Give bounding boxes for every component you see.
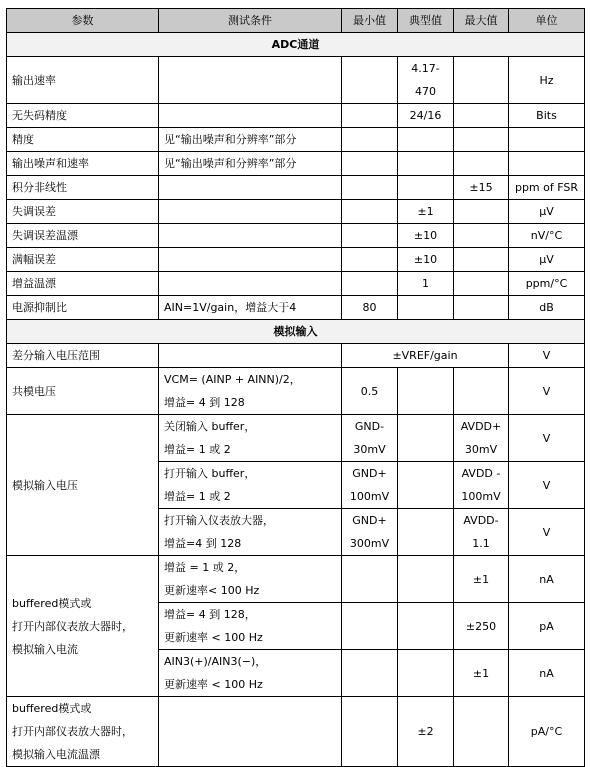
max-cell <box>454 462 509 509</box>
max-cell <box>454 509 509 556</box>
cond-cell <box>159 556 342 603</box>
cond-cell <box>159 603 342 650</box>
unit-cell: V <box>509 368 585 415</box>
max-cell: ±250 <box>454 603 509 650</box>
typ-cell <box>398 296 454 320</box>
header-min: 最小值 <box>342 9 398 33</box>
cond-cell: 见“输出噪声和分辨率”部分 <box>159 128 342 152</box>
max-cell <box>454 128 509 152</box>
min-cell <box>342 176 398 200</box>
unit-cell: pA <box>509 603 585 650</box>
cond-cell <box>159 344 342 368</box>
unit-cell: V <box>509 509 585 556</box>
min-line: 300mV <box>349 537 390 550</box>
min-cell <box>342 152 398 176</box>
typ-cell: ±1 <box>398 200 454 224</box>
section-row <box>7 320 585 344</box>
min-cell <box>342 697 398 767</box>
cond-line: 增益= 4 到 128， <box>164 608 256 621</box>
param-cell <box>7 697 159 767</box>
max-cell: ±1 <box>454 650 509 697</box>
typ-cell <box>398 556 454 603</box>
header-row <box>7 9 585 33</box>
table-row <box>7 368 585 415</box>
table-row <box>7 556 585 603</box>
param-cell: 电源抑制比 <box>7 296 159 320</box>
table-row <box>7 296 585 320</box>
max-line: AVDD+ <box>460 420 502 433</box>
cond-cell <box>159 176 342 200</box>
unit-cell: dB <box>509 296 585 320</box>
param-line: buffered模式或 <box>12 702 92 715</box>
unit-cell: nV/°C <box>509 224 585 248</box>
unit-cell: ppm of FSR <box>509 176 585 200</box>
cond-cell <box>159 415 342 462</box>
typ-cell <box>398 176 454 200</box>
min-cell <box>342 104 398 128</box>
unit-cell: Hz <box>509 57 585 104</box>
header-typ: 典型值 <box>398 9 454 33</box>
param-cell: 输出噪声和速率 <box>7 152 159 176</box>
param-cell: 模拟输入电压 <box>7 415 159 556</box>
cond-line: 增益 = 1 或 2， <box>164 561 246 574</box>
typ-cell <box>398 509 454 556</box>
param-cell: 精度 <box>7 128 159 152</box>
param-line: 打开内部仪表放大器时， <box>12 619 133 633</box>
param-line: 打开内部仪表放大器时， <box>12 725 133 738</box>
max-line: 1.1 <box>472 537 490 550</box>
typ-cell: ±10 <box>398 248 454 272</box>
typ-cell: ±10 <box>398 224 454 248</box>
max-cell <box>454 415 509 462</box>
min-cell <box>342 556 398 603</box>
section-row <box>7 33 585 57</box>
cond-cell <box>159 200 342 224</box>
param-line: buffered模式或 <box>12 596 92 610</box>
typ-cell <box>398 650 454 697</box>
unit-cell: nA <box>509 650 585 697</box>
table-row <box>7 344 585 368</box>
cond-line: 打开输入仪表放大器， <box>164 514 274 527</box>
unit-cell: ppm/°C <box>509 272 585 296</box>
max-cell <box>454 200 509 224</box>
param-cell: 失调误差温漂 <box>7 224 159 248</box>
unit-cell: V <box>509 462 585 509</box>
cond-line: 打开输入 buffer， <box>164 467 256 480</box>
cond-cell <box>159 248 342 272</box>
max-line: 100mV <box>461 490 501 503</box>
cond-line: 更新速率 < 100 Hz <box>164 678 263 691</box>
param-cell: 失调误差 <box>7 200 159 224</box>
unit-cell: Bits <box>509 104 585 128</box>
unit-cell: nA <box>509 556 585 603</box>
table-row <box>7 152 585 176</box>
cond-line: 增益=4 到 128 <box>164 537 242 550</box>
spec-table <box>6 8 585 767</box>
max-cell <box>454 57 509 104</box>
min-cell: 80 <box>342 296 398 320</box>
table-row <box>7 57 585 104</box>
min-cell <box>342 462 398 509</box>
min-cell <box>342 509 398 556</box>
cond-cell <box>159 272 342 296</box>
cond-cell: 见“输出噪声和分辨率”部分 <box>159 152 342 176</box>
min-line: GND+ <box>352 514 387 527</box>
param-line: 模拟输入电流温漂 <box>12 748 100 761</box>
cond-line: 更新速率 < 100 Hz <box>164 631 263 644</box>
cond-cell <box>159 650 342 697</box>
table-row <box>7 176 585 200</box>
max-cell <box>454 272 509 296</box>
max-cell <box>454 152 509 176</box>
cond-cell <box>159 462 342 509</box>
typ-cell <box>398 603 454 650</box>
unit-cell: pA/°C <box>509 697 585 767</box>
typ-cell <box>398 415 454 462</box>
table-row <box>7 200 585 224</box>
min-line: 100mV <box>349 490 390 503</box>
header-param: 参数 <box>7 9 159 33</box>
min-cell <box>342 57 398 104</box>
max-cell <box>454 248 509 272</box>
param-cell: 增益温漂 <box>7 272 159 296</box>
typ-cell: 24/16 <box>398 104 454 128</box>
param-cell: 差分输入电压范围 <box>7 344 159 368</box>
table-row <box>7 415 585 462</box>
cond-line: AIN3(+)/AIN3(−)， <box>164 655 267 668</box>
cond-cell <box>159 104 342 128</box>
unit-cell <box>509 128 585 152</box>
typ-cell: ±2 <box>398 697 454 767</box>
param-cell <box>7 556 159 697</box>
max-cell <box>454 296 509 320</box>
typ-cell: 4.17-470 <box>398 57 454 104</box>
unit-cell: μV <box>509 200 585 224</box>
typ-cell: ±VREF/gain <box>342 344 509 368</box>
cond-line: VCM= (AINP + AINN)/2， <box>164 373 301 386</box>
cond-line: 增益= 4 到 128 <box>164 396 245 409</box>
max-cell <box>454 697 509 767</box>
min-cell <box>342 248 398 272</box>
min-cell <box>342 415 398 462</box>
min-cell <box>342 650 398 697</box>
table-row <box>7 697 585 767</box>
table-row <box>7 128 585 152</box>
table-row <box>7 272 585 296</box>
min-cell <box>342 200 398 224</box>
unit-cell: μV <box>509 248 585 272</box>
max-cell <box>454 368 509 415</box>
max-cell <box>454 224 509 248</box>
cond-cell: AIN=1V/gain，增益大于4 <box>159 296 342 320</box>
header-condition: 测试条件 <box>159 9 342 33</box>
param-cell: 无失码精度 <box>7 104 159 128</box>
cond-cell <box>159 697 342 767</box>
min-line: GND+ <box>352 467 387 480</box>
unit-cell: V <box>509 344 585 368</box>
min-cell <box>342 128 398 152</box>
table-row <box>7 248 585 272</box>
min-line: 30mV <box>353 443 386 456</box>
param-cell: 共模电压 <box>7 368 159 415</box>
cond-cell <box>159 509 342 556</box>
header-max: 最大值 <box>454 9 509 33</box>
param-cell: 输出速率 <box>7 57 159 104</box>
header-unit: 单位 <box>509 9 585 33</box>
typ-cell <box>398 128 454 152</box>
table-row <box>7 104 585 128</box>
min-cell: 0.5 <box>342 368 398 415</box>
min-cell <box>342 272 398 296</box>
max-cell: ±15 <box>454 176 509 200</box>
typ-cell <box>398 152 454 176</box>
max-cell: ±1 <box>454 556 509 603</box>
cond-line: 更新速率< 100 Hz <box>164 584 260 597</box>
section-adc: ADC通道 <box>7 33 585 57</box>
max-line: 30mV <box>464 443 498 456</box>
cond-line: 增益= 1 或 2 <box>164 490 231 503</box>
section-analog: 模拟输入 <box>7 320 585 344</box>
typ-cell <box>398 462 454 509</box>
param-cell: 满幅误差 <box>7 248 159 272</box>
unit-cell <box>509 152 585 176</box>
param-cell: 积分非线性 <box>7 176 159 200</box>
unit-cell: V <box>509 415 585 462</box>
min-cell <box>342 603 398 650</box>
cond-cell <box>159 57 342 104</box>
min-line: GND- <box>354 420 385 433</box>
min-cell <box>342 224 398 248</box>
cond-cell <box>159 224 342 248</box>
cond-cell <box>159 368 342 415</box>
cond-line: 关闭输入 buffer， <box>164 420 256 433</box>
max-cell <box>454 104 509 128</box>
max-line: AVDD - <box>461 467 501 480</box>
cond-line: 增益= 1 或 2 <box>164 443 231 456</box>
typ-cell: 1 <box>398 272 454 296</box>
typ-cell <box>398 368 454 415</box>
table-row <box>7 224 585 248</box>
param-line: 模拟输入电流 <box>12 642 78 656</box>
max-line: AVDD- <box>463 514 499 527</box>
